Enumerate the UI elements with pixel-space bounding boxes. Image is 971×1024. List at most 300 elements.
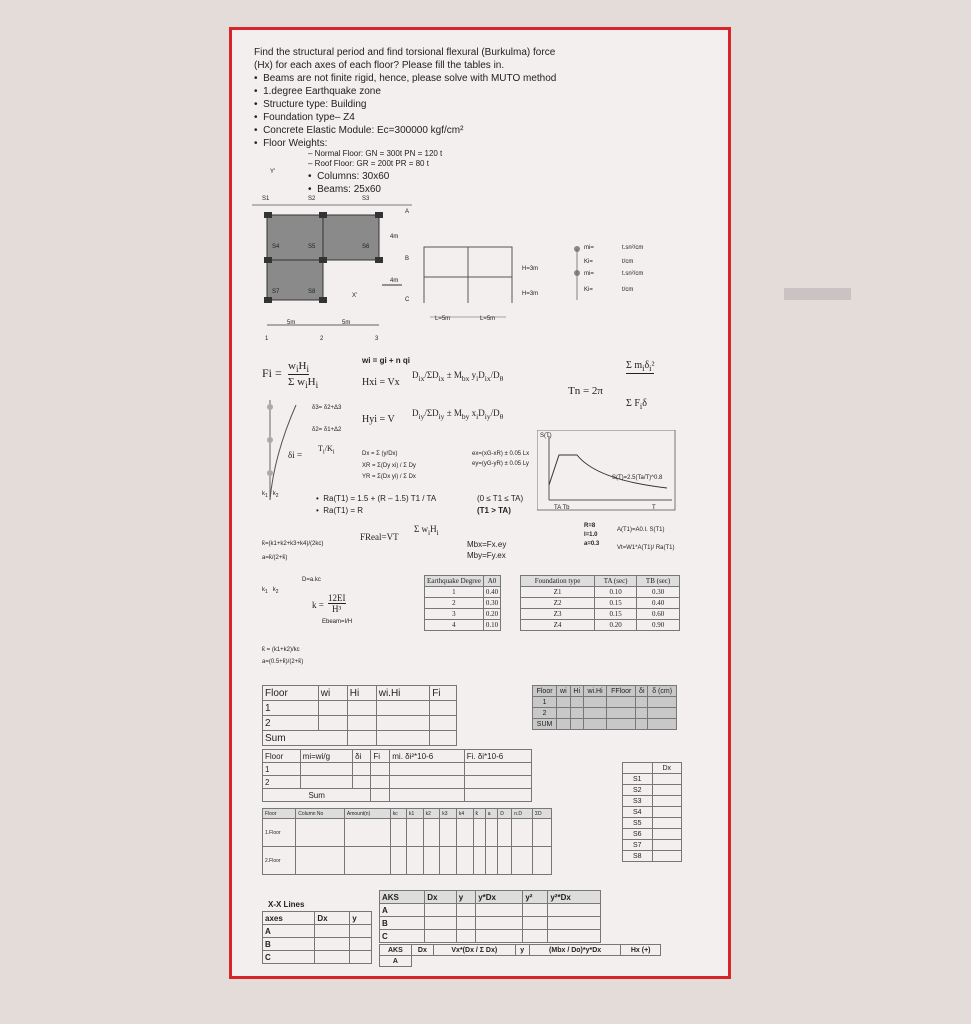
table-cell: Z1: [521, 587, 595, 598]
table-cell[interactable]: [318, 701, 347, 716]
table-cell: 1: [263, 701, 319, 716]
table-cell[interactable]: [318, 716, 347, 731]
table-cell[interactable]: [476, 904, 523, 917]
table-cell[interactable]: [532, 847, 551, 875]
table-cell[interactable]: [636, 708, 648, 719]
table-cell[interactable]: [607, 719, 636, 730]
table-cell: 1: [263, 763, 301, 776]
table-header: TB (sec): [637, 576, 680, 587]
formula-a2: a=k̄/(2+k̄): [262, 555, 288, 561]
dimension-label: 4m: [390, 234, 399, 240]
table-cell[interactable]: [425, 930, 456, 943]
table-header: δi: [353, 750, 371, 763]
formula-fi-den: Σ $w_iH_i$: [288, 376, 319, 391]
table-header: wi.Hi: [376, 686, 429, 701]
formula-fi: Fi =: [262, 366, 282, 380]
table-cell[interactable]: [476, 917, 523, 930]
table-cell[interactable]: [440, 847, 457, 875]
param-r: R=8: [584, 523, 596, 529]
table-header: mi=wi/g: [300, 750, 352, 763]
table-cell: A: [380, 904, 425, 917]
table-header: Dx: [652, 763, 682, 774]
table-cell[interactable]: [423, 819, 440, 847]
bullet-item: • Floor Weights:: [254, 138, 328, 149]
axis-label: B: [405, 256, 410, 262]
table-cell[interactable]: [456, 819, 473, 847]
table-cell[interactable]: [548, 930, 601, 943]
table-cell: 2: [263, 716, 319, 731]
table-cell[interactable]: [648, 708, 677, 719]
table-cell: S3: [623, 796, 653, 807]
table-header: Foundation type: [521, 576, 595, 587]
table-header: Column No: [296, 809, 345, 819]
formula-mby: Mby=Fy.ex: [467, 551, 506, 560]
table-header: δi: [636, 686, 648, 697]
table-cell[interactable]: [473, 819, 485, 847]
unit-value: t.sn²/cm: [622, 245, 644, 251]
table-header: y²: [523, 891, 548, 904]
table-cell: A: [380, 956, 412, 967]
table-cell[interactable]: [498, 819, 512, 847]
formula-freal-frac: Σ $w_iH_i$: [414, 524, 439, 537]
formula-hxi-rest: $D_{ix}/\Sigma D_{ix} \pm M_{bx}$ $y_iD_{ix}/D_\theta$: [412, 370, 504, 383]
table-cell: 0.30: [637, 587, 680, 598]
span-label: L=5m: [435, 316, 451, 322]
formula-at: A(T1)=A0.I. S(T1): [617, 527, 665, 533]
table-cell[interactable]: [512, 819, 533, 847]
table-cell[interactable]: [315, 925, 350, 938]
table-header: y: [456, 891, 476, 904]
table-cell: S2: [623, 785, 653, 796]
table-cell: 0.10: [595, 587, 637, 598]
formula-mbx: Mbx=Fx.ey: [467, 540, 507, 549]
formula-ey: ey=(yG-yR) ± 0.05 Ly: [472, 461, 529, 467]
height-label: H=3m: [522, 291, 539, 297]
table-cell[interactable]: [607, 708, 636, 719]
dx-table: [622, 762, 682, 862]
table-cell[interactable]: [430, 731, 457, 746]
table-cell[interactable]: [464, 789, 531, 802]
formula-vt: Vt=W1*A(T1)/ Ra(T1): [617, 545, 675, 551]
table-header: AKS: [380, 945, 412, 956]
formula-xr: XR = Σ(Dy xi) / Σ Dy: [362, 463, 416, 469]
table-header: k̄: [473, 809, 485, 819]
axis-label: C: [405, 297, 410, 303]
table-header: Floor: [263, 750, 301, 763]
table-cell[interactable]: [296, 819, 345, 847]
height-label: H=3m: [522, 266, 539, 272]
table-cell[interactable]: [344, 819, 390, 847]
table-cell: S7: [623, 840, 653, 851]
table-cell: Sum: [263, 731, 348, 746]
table-cell: S5: [623, 818, 653, 829]
table-header: Hi: [570, 686, 583, 697]
table-header: Fi: [371, 750, 390, 763]
dimension-label: 5m: [287, 320, 296, 326]
table-header: y: [515, 945, 529, 956]
table-cell[interactable]: [350, 951, 372, 964]
table-header: (Mbx / Do)*y*Dx: [529, 945, 621, 956]
table-cell: 0.60: [637, 609, 680, 620]
foundation-table: [520, 575, 680, 631]
table-header: a: [485, 809, 498, 819]
param-i: I=1.0: [584, 532, 598, 538]
table-cell[interactable]: [652, 785, 682, 796]
table-cell[interactable]: [532, 819, 551, 847]
table-cell[interactable]: [485, 847, 498, 875]
table-header: wi: [318, 686, 347, 701]
table-header: Amount(n): [344, 809, 390, 819]
table-cell: S1: [623, 774, 653, 785]
formula-kbar: k̄ = (k1+k2)/kc: [262, 647, 300, 653]
table-cell: 0.90: [637, 620, 680, 631]
formula-tn-den: Σ $F_i\delta$: [626, 398, 647, 411]
table-header: axes: [263, 912, 315, 925]
table-cell[interactable]: [648, 719, 677, 730]
table-cell[interactable]: [315, 938, 350, 951]
bullet-item: • Concrete Elastic Module: Ec=300000 kgf/cm²: [254, 125, 464, 136]
table-cell[interactable]: [376, 716, 429, 731]
bullet-item: • 1.degree Earthquake zone: [254, 86, 381, 97]
unit-label: Ki=: [584, 287, 593, 293]
table-cell[interactable]: [353, 776, 371, 789]
table-cell[interactable]: [347, 701, 376, 716]
floor-table: [262, 685, 457, 746]
formula-ex: ex=(xG-xR) ± 0.05 Lx: [472, 451, 530, 457]
table-cell[interactable]: [300, 776, 352, 789]
table-cell[interactable]: [512, 847, 533, 875]
table-cell[interactable]: [523, 904, 548, 917]
xx-lines-table: [262, 911, 372, 964]
table-cell[interactable]: [557, 719, 570, 730]
table-cell[interactable]: [350, 938, 372, 951]
formula-k: k =: [312, 600, 324, 610]
document-frame: [229, 27, 731, 979]
table-cell: 0.15: [595, 598, 637, 609]
formula-hyi-rest: $D_{iy}/\Sigma D_{iy} \pm M_{by}$ $x_iD_{iy}/D_\theta$: [412, 408, 504, 421]
table-cell[interactable]: [652, 840, 682, 851]
problem-line-2: (Hx) for each axes of each floor? Please fill the tables in.: [254, 60, 505, 71]
table-cell[interactable]: [456, 930, 476, 943]
bullet-list: [254, 72, 556, 150]
table-header: Earthquake Degree: [425, 576, 484, 587]
table-cell: 2: [263, 776, 301, 789]
formula-a-k: a=(0.5+k̄)/(2+k̄): [262, 659, 304, 665]
table-cell[interactable]: [557, 708, 570, 719]
table-cell: 0.20: [483, 609, 500, 620]
table-cell[interactable]: [570, 708, 583, 719]
table-cell[interactable]: [583, 708, 606, 719]
table-cell: 1: [425, 587, 484, 598]
table-cell[interactable]: [583, 697, 606, 708]
axis-number: 3: [375, 336, 379, 342]
formula-d2: δ2= δ1+Δ2: [312, 427, 342, 433]
floor-plan-drawing: [252, 165, 422, 345]
column-label: S7: [272, 289, 280, 295]
table-cell[interactable]: [376, 701, 429, 716]
unit-label: Ki=: [584, 259, 593, 265]
table-cell: 1.Floor: [263, 819, 296, 847]
formula-hyi: Hyi = V: [362, 414, 395, 425]
formula-k-den: H³: [332, 604, 342, 614]
table-cell[interactable]: [476, 930, 523, 943]
table-cell[interactable]: [406, 847, 423, 875]
table-cell[interactable]: [390, 776, 464, 789]
table-header: AKS: [380, 891, 425, 904]
table-cell[interactable]: [652, 818, 682, 829]
table-header: k2: [423, 809, 440, 819]
unit-value: t/cm: [622, 259, 634, 265]
table-cell: 3: [425, 609, 484, 620]
table-cell[interactable]: [430, 716, 457, 731]
table-cell[interactable]: [390, 847, 406, 875]
table-cell: S6: [623, 829, 653, 840]
formula-range1: (0 ≤ T1 ≤ TA): [477, 494, 524, 503]
joint-sketch: $k_1$ $k_2$: [262, 491, 279, 500]
table-cell[interactable]: [570, 719, 583, 730]
table-cell: 0.40: [637, 598, 680, 609]
table-cell: 0.15: [595, 609, 637, 620]
table-header: A0: [483, 576, 500, 587]
table-cell: C: [263, 951, 315, 964]
table-header: n.D: [512, 809, 533, 819]
bullet-item: • Structure type: Building: [254, 99, 367, 110]
table-cell: 0.30: [483, 598, 500, 609]
table-cell[interactable]: [425, 917, 456, 930]
formula-range2: (T1 > TA): [477, 506, 511, 515]
table-header: y*Dx: [476, 891, 523, 904]
beams-spec: • Beams: 25x60: [308, 184, 381, 195]
unit-value: t/cm: [622, 287, 634, 293]
formula-kbar2: k̄=(k1+k2+k3+k4)/(2kc): [262, 541, 324, 547]
table-cell[interactable]: [390, 789, 464, 802]
columns-spec: • Columns: 30x60: [308, 171, 390, 182]
table-header: Hi: [347, 686, 376, 701]
table-cell[interactable]: [652, 807, 682, 818]
table-cell[interactable]: [423, 847, 440, 875]
table-cell: 2: [425, 598, 484, 609]
formula-tn: Tn = 2π: [568, 385, 603, 397]
formula-ra2: • Ra(T1) = R: [316, 506, 364, 515]
table-header: D: [498, 809, 512, 819]
table-cell[interactable]: [315, 951, 350, 964]
table-cell[interactable]: [300, 763, 352, 776]
table-header: k1: [406, 809, 423, 819]
table-cell[interactable]: [350, 925, 372, 938]
table-cell[interactable]: [353, 763, 371, 776]
column-table: [262, 808, 552, 875]
table-cell: S4: [623, 807, 653, 818]
table-header: mi. δi²*10-6: [390, 750, 464, 763]
table-header: kc: [390, 809, 406, 819]
table-cell[interactable]: [473, 847, 485, 875]
formula-d1: δi =: [288, 450, 303, 460]
table-cell[interactable]: [464, 776, 531, 789]
formula-freal: FReal=VT: [360, 532, 399, 542]
table-header: Dx: [425, 891, 456, 904]
table-header: Floor: [533, 686, 557, 697]
table-cell[interactable]: [557, 697, 570, 708]
formula-wi: wi = gi + n qi: [362, 356, 411, 365]
table-header: δ (cm): [648, 686, 677, 697]
table-cell[interactable]: [456, 904, 476, 917]
formula-d-ak: D=a.kc: [302, 577, 321, 583]
table-cell: Z2: [521, 598, 595, 609]
scrollbar-thumb[interactable]: [784, 288, 851, 300]
table-cell[interactable]: [652, 851, 682, 862]
table-cell[interactable]: [485, 819, 498, 847]
table-cell[interactable]: [347, 716, 376, 731]
bullet-item: • Foundation type– Z4: [254, 112, 355, 123]
table-cell: 2: [533, 708, 557, 719]
table-cell: 1: [533, 697, 557, 708]
table-cell[interactable]: [425, 904, 456, 917]
span-label: L=5m: [480, 316, 496, 322]
table-cell: Z4: [521, 620, 595, 631]
table-cell: 0.20: [595, 620, 637, 631]
table-header: ΣD: [532, 809, 551, 819]
table-cell: Sum: [263, 789, 371, 802]
spectrum-x-label: T: [652, 505, 656, 511]
formula-tn-num: Σ $m_i\delta_i^2$: [626, 360, 655, 373]
unit-value: t.sn²/cm: [622, 271, 644, 277]
table-header: y²*Dx: [548, 891, 601, 904]
table-cell[interactable]: [548, 904, 601, 917]
formula-d3: δ3= δ2+Δ3: [312, 405, 342, 411]
unit-label: mi=: [584, 271, 594, 277]
spectrum-x-ticks: TA Tb: [554, 505, 570, 511]
table-cell[interactable]: [456, 917, 476, 930]
table-header: k3: [440, 809, 457, 819]
formula-ra1: • Ra(T1) = 1.5 + (R – 1.5) T1 / TA: [316, 494, 437, 503]
table-header: Dx: [411, 945, 433, 956]
table-header: k4: [456, 809, 473, 819]
table-cell[interactable]: [652, 796, 682, 807]
table-header: y: [350, 912, 372, 925]
formula-dx: Dx = Σ (y/Dx): [362, 451, 398, 457]
table-cell[interactable]: [371, 776, 390, 789]
spectrum-formula: S(T)=2.5(Ta/T)^0.8: [612, 475, 663, 481]
table-cell: Z3: [521, 609, 595, 620]
table-cell: B: [263, 938, 315, 951]
table-header: Hx (+): [621, 945, 661, 956]
table-cell[interactable]: [607, 697, 636, 708]
axis-number: 2: [320, 336, 324, 342]
bullet-item: • Beams are not finite rigid, hence, please solve with MUTO method: [254, 73, 557, 84]
table-cell[interactable]: [371, 763, 390, 776]
table-header: Fi: [430, 686, 457, 701]
table-cell[interactable]: [498, 847, 512, 875]
formula-beam: Ebeam=I/H: [322, 619, 353, 625]
table-header: Floor: [263, 686, 319, 701]
table-cell: 2.Floor: [263, 847, 296, 875]
table-cell[interactable]: [636, 697, 648, 708]
table-cell[interactable]: [523, 917, 548, 930]
table-cell[interactable]: [371, 789, 390, 802]
table-cell[interactable]: [390, 819, 406, 847]
table-cell: S8: [623, 851, 653, 862]
joint-sketch-2: $k_1$ $k_2$: [262, 587, 279, 596]
problem-line-1: Find the structural period and find torsional flexural (Burkulma) force: [254, 47, 556, 58]
table-cell[interactable]: [636, 719, 648, 730]
unit-label: mi=: [584, 245, 594, 251]
table-header: FFloor: [607, 686, 636, 697]
table-cell: A: [263, 925, 315, 938]
column-label: S1: [262, 196, 270, 202]
table-cell: 0.40: [483, 587, 500, 598]
table-cell[interactable]: [440, 819, 457, 847]
param-a: a=0.3: [584, 541, 600, 547]
roof-floor: – Roof Floor: GR = 200t PR = 80 t: [308, 159, 429, 168]
table-cell[interactable]: [570, 697, 583, 708]
formula-d1-frac: $T_i/K_i$: [318, 444, 335, 456]
dimension-label: 5m: [342, 320, 351, 326]
spectrum-graph: [537, 430, 677, 515]
table-cell: C: [380, 930, 425, 943]
axis-number: 1: [265, 336, 269, 342]
table-cell: 4: [425, 620, 484, 631]
normal-floor: – Normal Floor: GN = 300t PN = 120 t: [308, 149, 443, 158]
table-cell[interactable]: [648, 697, 677, 708]
column-label: S8: [308, 289, 316, 295]
table-header: Dx: [315, 912, 350, 925]
table-cell[interactable]: [296, 847, 345, 875]
formula-k-num: 12EI: [328, 593, 346, 603]
table-header: Fi. δi*10-6: [464, 750, 531, 763]
table-cell[interactable]: [376, 731, 429, 746]
table-header: Vx*(Dx / Σ Dx): [434, 945, 515, 956]
table-cell[interactable]: [406, 819, 423, 847]
table-cell: SUM: [533, 719, 557, 730]
table-cell[interactable]: [456, 847, 473, 875]
dimension-label: 4m: [390, 278, 399, 284]
table-cell[interactable]: [523, 930, 548, 943]
table-cell[interactable]: [464, 763, 531, 776]
column-label: S3: [362, 196, 370, 202]
table-cell[interactable]: [390, 763, 464, 776]
x-axis-label: X': [352, 293, 358, 299]
floor-delta-table: [532, 685, 677, 730]
y-axis-label: Y': [270, 169, 276, 175]
table-cell: B: [380, 917, 425, 930]
mass-table: [262, 749, 532, 802]
table-header: Floor: [263, 809, 296, 819]
table-cell[interactable]: [583, 719, 606, 730]
formula-hxi: Hxi = Vx: [362, 377, 400, 388]
formula-yr: YR = Σ(Dx yi) / Σ Dx: [362, 474, 416, 480]
table-cell: 0.10: [483, 620, 500, 631]
formula-fi-num: $w_iH_i$: [288, 360, 309, 375]
column-label: S4: [272, 244, 280, 250]
aks-hx-table: [379, 944, 661, 967]
column-label: S6: [362, 244, 370, 250]
spectrum-y-label: S(T): [540, 433, 552, 439]
table-cell[interactable]: [652, 774, 682, 785]
table-header: wi.Hi: [583, 686, 606, 697]
table-cell[interactable]: [548, 917, 601, 930]
table-cell[interactable]: [652, 829, 682, 840]
table-header: wi: [557, 686, 570, 697]
column-label: S5: [308, 244, 316, 250]
table-cell[interactable]: [344, 847, 390, 875]
aks-table: [379, 890, 601, 943]
table-header: TA (sec): [595, 576, 637, 587]
table-cell[interactable]: [430, 701, 457, 716]
column-label: S2: [308, 196, 316, 202]
xx-lines-title: X-X Lines: [268, 900, 305, 909]
earthquake-table: [424, 575, 501, 631]
table-cell[interactable]: [347, 731, 376, 746]
